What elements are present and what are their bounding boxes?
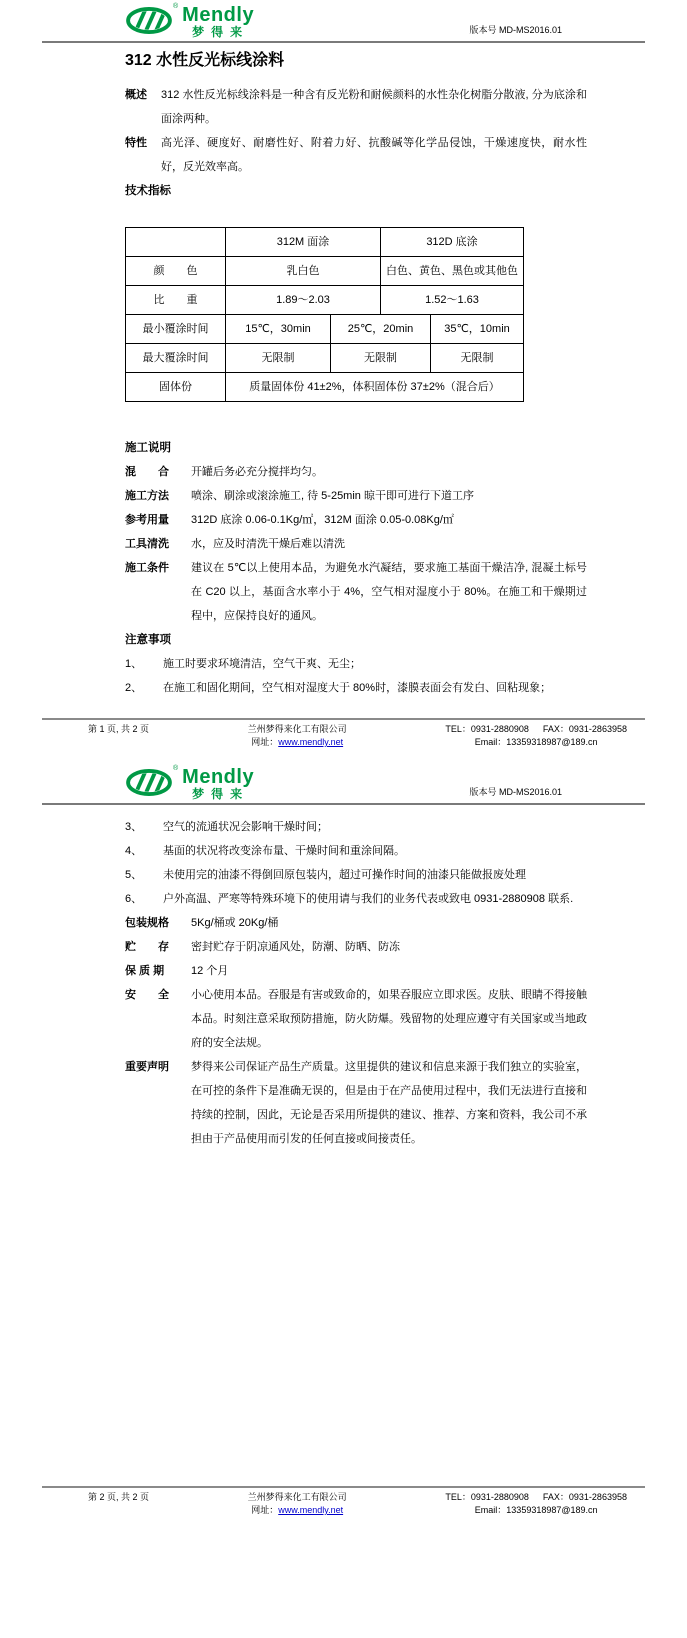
note-item bbox=[125, 652, 587, 676]
info-row bbox=[125, 911, 587, 935]
page2-header bbox=[0, 762, 687, 803]
notes-heading: 注意事项 bbox=[125, 634, 171, 646]
header-divider bbox=[42, 41, 645, 43]
header-divider bbox=[42, 803, 645, 805]
footer-divider bbox=[42, 718, 645, 720]
info-label: 包装规格 bbox=[125, 917, 169, 929]
table-cell: 无限制 bbox=[431, 344, 524, 373]
note-text: 户外高温、严寒等特殊环境下的使用请与我们的业务代表或致电 0931-2880908 联系. bbox=[163, 893, 574, 905]
table-cell: 1.89～2.03 bbox=[226, 286, 381, 315]
website-link[interactable]: www.mendly.net bbox=[278, 1505, 344, 1515]
info-text: 小心使用本品。吞服是有害或致命的，如果吞服应立即求医。皮肤、眼睛不得接触本品。时刻注意采取预防措施，防火防爆。残留物的处理应遵守有关国家或当地政府的安全法规。 bbox=[191, 989, 587, 1049]
table-row bbox=[126, 286, 524, 315]
info-row bbox=[125, 959, 587, 983]
footer-columns bbox=[88, 723, 627, 749]
footer-company-block bbox=[248, 723, 347, 749]
registered-mark: ® bbox=[173, 3, 179, 10]
construction-label: 混 合 bbox=[125, 466, 169, 478]
email-line: Email：13359318987@189.cn bbox=[474, 737, 598, 747]
table-row-label: 比 重 bbox=[126, 286, 226, 315]
table-cell: 无限制 bbox=[331, 344, 431, 373]
page-number: 第 1 页, 共 2 页 bbox=[88, 724, 150, 734]
note-number: 1、 bbox=[125, 658, 143, 670]
table-row-label: 最小覆涂时间 bbox=[126, 315, 226, 344]
fax-label: FAX：0931-2863958 bbox=[542, 724, 627, 734]
construction-text: 开罐后务必充分搅拌均匀。 bbox=[191, 466, 323, 478]
table-cell: 无限制 bbox=[226, 344, 331, 373]
footer-contact-block bbox=[445, 1491, 627, 1517]
table-cell: 质量固体份 41±2%，体积固体份 37±2%（混合后） bbox=[226, 373, 524, 402]
info-label: 重要声明 bbox=[125, 1061, 169, 1073]
note-text: 在施工和固化期间，空气相对湿度大于 80%时，漆膜表面会有发白、回粘现象； bbox=[163, 682, 552, 694]
table-cell: 乳白色 bbox=[226, 257, 381, 286]
table-row-label: 最大覆涂时间 bbox=[126, 344, 226, 373]
note-item bbox=[125, 839, 587, 863]
table-header-cell: 312D 底涂 bbox=[381, 228, 524, 257]
info-text: 12 个月 bbox=[191, 965, 229, 977]
info-label: 贮 存 bbox=[125, 941, 169, 953]
footer-columns bbox=[88, 1491, 627, 1517]
website-label: 网址： bbox=[251, 737, 279, 747]
note-text: 空气的流通状况会影响干燥时间； bbox=[163, 821, 328, 833]
website-label: 网址： bbox=[251, 1505, 279, 1515]
table-row bbox=[126, 257, 524, 286]
table-row bbox=[126, 344, 524, 373]
table-cell: 1.52～1.63 bbox=[381, 286, 524, 315]
note-item bbox=[125, 863, 587, 887]
construction-label: 施工条件 bbox=[125, 562, 169, 574]
email-line: Email：13359318987@189.cn bbox=[474, 1505, 598, 1515]
brand-name-chinese: 梦得来 bbox=[192, 787, 250, 801]
note-item bbox=[125, 676, 587, 700]
table-row bbox=[126, 373, 524, 402]
features-text: 高光泽、硬度好、耐磨性好、附着力好、抗酸碱等化学品侵蚀，干燥速度快，耐水性好，反光效率高。 bbox=[161, 137, 587, 173]
info-label: 保 质 期 bbox=[125, 965, 165, 977]
page1-footer bbox=[0, 718, 687, 749]
table-cell: 15℃，30min bbox=[226, 315, 331, 344]
note-number: 5、 bbox=[125, 869, 143, 881]
note-item bbox=[125, 887, 587, 911]
note-number: 4、 bbox=[125, 845, 143, 857]
overview-text: 312 水性反光标线涂料是一种含有反光粉和耐候颜料的水性杂化树脂分散液, 分为底涂和面涂两种。 bbox=[161, 89, 587, 125]
page-number: 第 2 页, 共 2 页 bbox=[88, 1492, 150, 1502]
overview-label: 概述 bbox=[125, 89, 147, 101]
construction-text: 建议在 5℃以上使用本品，为避免水汽凝结，要求施工基面干燥洁净, 混凝土标号在 C20 以上，基面含水率小于 4%，空气相对湿度小于 80%。在施工和干燥期过程中，应保持良好的通风。 bbox=[191, 562, 587, 622]
note-text: 基面的状况将改变涂布量、干燥时间和重涂间隔。 bbox=[163, 845, 405, 857]
company-name: 兰州梦得来化工有限公司 bbox=[247, 724, 347, 734]
company-name: 兰州梦得来化工有限公司 bbox=[247, 1492, 347, 1502]
construction-row bbox=[125, 532, 587, 556]
page-2 bbox=[0, 762, 687, 1638]
note-number: 6、 bbox=[125, 893, 143, 905]
website-line bbox=[248, 1504, 347, 1517]
construction-label: 工具清洗 bbox=[125, 538, 169, 550]
version-label: 版本号 MD-MS2016.01 bbox=[469, 25, 562, 35]
page-1 bbox=[0, 0, 687, 762]
brand-logo bbox=[125, 5, 254, 38]
website-line bbox=[248, 736, 347, 749]
fax-label: FAX：0931-2863958 bbox=[542, 1492, 627, 1502]
info-row bbox=[125, 935, 587, 959]
table-row-label: 固体份 bbox=[126, 373, 226, 402]
note-text: 未使用完的油漆不得倒回原包装内，超过可操作时间的油漆只能做报废处理 bbox=[163, 869, 526, 881]
table-row-label: 颜 色 bbox=[126, 257, 226, 286]
tel-label: TEL：0931-2880908 bbox=[445, 1492, 529, 1502]
table-cell: 35℃，10min bbox=[431, 315, 524, 344]
construction-row bbox=[125, 508, 587, 532]
footer-company-block bbox=[248, 1491, 347, 1517]
construction-row bbox=[125, 460, 587, 484]
spec-header-row bbox=[126, 228, 524, 257]
features-row bbox=[125, 131, 587, 179]
page1-content bbox=[125, 51, 587, 700]
tel-fax-line bbox=[445, 723, 627, 736]
website-link[interactable]: www.mendly.net bbox=[278, 737, 344, 747]
page1-header bbox=[0, 0, 687, 41]
page2-content bbox=[125, 815, 587, 1151]
table-cell: 25℃，20min bbox=[331, 315, 431, 344]
product-title: 312 水性反光标线涂料 bbox=[125, 52, 285, 69]
mendly-emblem-icon bbox=[125, 5, 173, 36]
tel-fax-line bbox=[445, 1491, 627, 1504]
construction-heading: 施工说明 bbox=[125, 442, 171, 454]
overview-row bbox=[125, 83, 587, 131]
brand-name: Mendly bbox=[182, 4, 255, 26]
footer-divider bbox=[42, 1486, 645, 1488]
info-text: 密封贮存于阴凉通风处，防潮、防晒、防冻 bbox=[191, 941, 400, 953]
construction-text: 312D 底涂 0.06-0.1Kg/㎡，312M 面涂 0.05-0.08Kg/㎡ bbox=[191, 514, 454, 526]
construction-row bbox=[125, 556, 587, 628]
table-cell: 白色、黄色、黑色或其他色 bbox=[381, 257, 524, 286]
brand-name-chinese: 梦得来 bbox=[192, 25, 250, 39]
construction-text: 喷涂、刷涂或滚涂施工, 待 5-25min 晾干即可进行下道工序 bbox=[191, 490, 474, 502]
info-row bbox=[125, 983, 587, 1055]
table-header-cell bbox=[126, 228, 226, 257]
note-number: 3、 bbox=[125, 821, 143, 833]
mendly-emblem-icon bbox=[125, 767, 173, 798]
construction-row bbox=[125, 484, 587, 508]
brand-logo bbox=[125, 767, 254, 800]
info-label: 安 全 bbox=[125, 989, 169, 1001]
spec-table bbox=[125, 227, 524, 402]
brand-text bbox=[182, 5, 254, 38]
brand-name: Mendly bbox=[182, 766, 255, 788]
construction-text: 水，应及时清洗干燥后难以清洗 bbox=[191, 538, 345, 550]
note-item bbox=[125, 815, 587, 839]
page2-footer bbox=[0, 1486, 687, 1517]
construction-label: 施工方法 bbox=[125, 490, 169, 502]
info-row bbox=[125, 1055, 587, 1151]
brand-text bbox=[182, 767, 254, 800]
note-number: 2、 bbox=[125, 682, 143, 694]
footer-contact-block bbox=[445, 723, 627, 749]
note-text: 施工时要求环境清洁，空气干爽、无尘； bbox=[163, 658, 361, 670]
tel-label: TEL：0931-2880908 bbox=[445, 724, 529, 734]
features-label: 特性 bbox=[125, 137, 147, 149]
info-text: 5Kg/桶或 20Kg/桶 bbox=[191, 917, 279, 929]
registered-mark: ® bbox=[173, 765, 179, 772]
table-row bbox=[126, 315, 524, 344]
tech-heading: 技术指标 bbox=[125, 185, 171, 197]
construction-label: 参考用量 bbox=[125, 514, 169, 526]
version-label: 版本号 MD-MS2016.01 bbox=[469, 787, 562, 797]
info-text: 梦得来公司保证产品生产质量。这里提供的建议和信息来源于我们独立的实验室，在可控的条件下是准确无误的，但是由于在产品使用过程中，我们无法进行直接和持续的控制，因此，无论是否采用所提供的建议、推荐、方案和资料，我公司不承担由于产品使用而引发的任何直接或间接责任。 bbox=[191, 1061, 587, 1145]
table-header-cell: 312M 面涂 bbox=[226, 228, 381, 257]
